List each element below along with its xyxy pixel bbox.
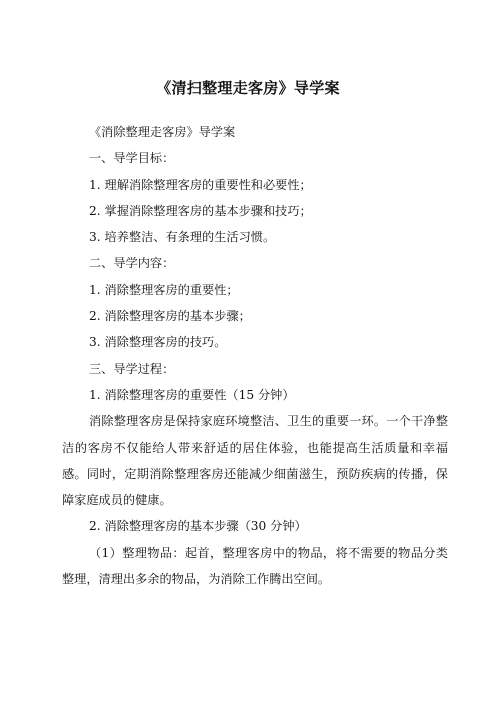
document-title: 《清扫整理走客房》导学案 xyxy=(156,79,340,97)
section-heading-content: 二、导学内容： xyxy=(89,256,175,271)
objective-item: 3. 培养整洁、有条理的生活习惯。 xyxy=(89,230,276,245)
section-heading-objectives: 一、导学目标： xyxy=(89,151,175,166)
process-step-paragraph: （1）整理物品：起首，整理客房中的物品，将不需要的物品分类整理，清理出多余的物品，为消除工作腾出空间。 xyxy=(62,545,448,587)
objective-item: 2. 掌握消除整理客房的基本步骤和技巧； xyxy=(89,203,312,218)
document-subtitle: 《消除整理走客房》导学案 xyxy=(89,125,236,139)
document-body xyxy=(62,119,448,592)
objective-item: 1. 理解消除整理客房的重要性和必要性； xyxy=(89,177,312,192)
section-heading-process: 三、导学过程： xyxy=(89,361,175,376)
content-item: 3. 消除整理客房的技巧。 xyxy=(89,335,227,350)
content-item: 1. 消除整理客房的重要性； xyxy=(89,282,239,297)
process-step-paragraph: 消除整理客房是保持家庭环境整洁、卫生的重要一环。一个干净整洁的客房不仅能给人带来舒适的居住体验，也能提高生活质量和幸福感。同时，定期消除整理客房还能减少细菌滋生，预防疾病的传播，保障家庭成员的健康。 xyxy=(62,414,448,508)
process-step-heading: 1. 消除整理客房的重要性（15 分钟） xyxy=(89,387,295,402)
process-step-heading: 2. 消除整理客房的基本步骤（30 分钟） xyxy=(89,519,307,534)
content-item: 2. 消除整理客房的基本步骤； xyxy=(89,309,251,324)
